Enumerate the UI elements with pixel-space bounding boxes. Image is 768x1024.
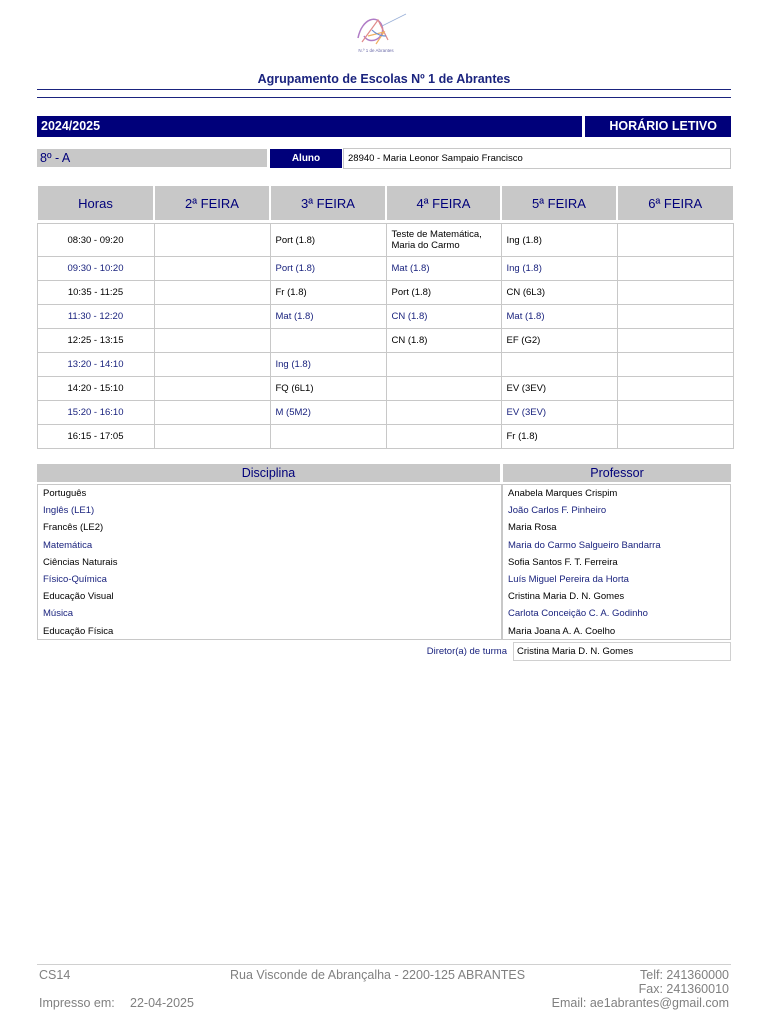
- teacher-item: Maria Joana A. A. Coelho: [508, 625, 616, 637]
- student-value: 28940 - Maria Leonor Sampaio Francisco: [343, 148, 731, 169]
- cell-monday: [154, 281, 270, 305]
- cell-monday: [154, 224, 270, 257]
- schedule-row: [37, 425, 733, 449]
- director-value: Cristina Maria D. N. Gomes: [513, 642, 731, 661]
- time-slot: 16:15 - 17:05: [37, 425, 154, 449]
- header-tuesday: 3ª FEIRA: [270, 186, 386, 221]
- cell-thursday: CN (6L3): [501, 281, 617, 305]
- teacher-item: Cristina Maria D. N. Gomes: [508, 591, 625, 603]
- footer-address: Rua Visconde de Abrançalha - 2200-125 ABRANTES: [230, 968, 526, 982]
- director-label: Diretor(a) de turma: [426, 646, 507, 657]
- cell-friday: [617, 353, 733, 377]
- cell-friday: [617, 401, 733, 425]
- time-slot: 12:25 - 13:15: [37, 329, 154, 353]
- header-hours: Horas: [37, 186, 154, 221]
- cell-monday: [154, 257, 270, 281]
- cell-monday: [154, 329, 270, 353]
- teacher-item: João Carlos F. Pinheiro: [508, 505, 607, 517]
- cell-monday: [154, 425, 270, 449]
- cell-friday: [617, 257, 733, 281]
- header-rule-top: [37, 89, 731, 90]
- cell-friday: [617, 224, 733, 257]
- schedule-row: [37, 377, 733, 401]
- discipline-item: Inglês (LE1): [43, 505, 95, 517]
- discipline-item: Português: [43, 488, 87, 499]
- discipline-item: Físico-Química: [43, 573, 107, 585]
- time-slot: 11:30 - 12:20: [37, 305, 154, 329]
- teacher-item: Anabela Marques Crispim: [508, 488, 618, 499]
- schedule-row: [37, 281, 733, 305]
- class-name: 8º - A: [37, 149, 267, 167]
- header-rule-bottom: [37, 97, 731, 98]
- school-logo: [348, 12, 412, 54]
- time-slot: 09:30 - 10:20: [37, 257, 154, 281]
- discipline-item: Matemática: [43, 539, 93, 551]
- teacher-item: Sofia Santos F. T. Ferreira: [508, 556, 618, 568]
- schedule-row: [37, 353, 733, 377]
- schedule-table: [36, 185, 734, 449]
- discipline-item: Educação Física: [43, 625, 114, 637]
- cell-monday: [154, 353, 270, 377]
- cell-friday: [617, 425, 733, 449]
- cell-tuesday: [270, 329, 386, 353]
- cell-tuesday: [270, 425, 386, 449]
- cell-friday: [617, 329, 733, 353]
- cell-monday: [154, 377, 270, 401]
- time-slot: 14:20 - 15:10: [37, 377, 154, 401]
- discipline-item: Educação Visual: [43, 591, 114, 603]
- cell-tuesday: Ing (1.8): [270, 353, 386, 377]
- discipline-list: [37, 484, 502, 640]
- cell-wednesday: Port (1.8): [386, 281, 501, 305]
- time-slot: 13:20 - 14:10: [37, 353, 154, 377]
- cell-wednesday: CN (1.8): [386, 329, 501, 353]
- cell-tuesday: Port (1.8): [270, 224, 386, 257]
- schedule-row: [37, 257, 733, 281]
- cell-tuesday: Port (1.8): [270, 257, 386, 281]
- schedule-row: [37, 224, 733, 257]
- header-friday: 6ª FEIRA: [617, 186, 733, 221]
- cell-wednesday: [386, 353, 501, 377]
- cell-thursday: Ing (1.8): [501, 224, 617, 257]
- header-wednesday: 4ª FEIRA: [386, 186, 501, 221]
- student-label: Aluno: [270, 149, 342, 168]
- school-title: Agrupamento de Escolas Nº 1 de Abrantes: [257, 72, 511, 86]
- cell-tuesday: Fr (1.8): [270, 281, 386, 305]
- schedule-row: [37, 305, 733, 329]
- cell-wednesday: Mat (1.8): [386, 257, 501, 281]
- discipline-item: Música: [43, 608, 74, 620]
- cell-wednesday: [386, 425, 501, 449]
- discipline-header: Disciplina: [37, 464, 500, 482]
- header-monday: 2ª FEIRA: [154, 186, 270, 221]
- cell-thursday: [501, 353, 617, 377]
- cell-thursday: EF (G2): [501, 329, 617, 353]
- cell-friday: [617, 377, 733, 401]
- cell-friday: [617, 281, 733, 305]
- schedule-row: [37, 329, 733, 353]
- schedule-type: HORÁRIO LETIVO: [585, 116, 731, 137]
- cell-tuesday: M (5M2): [270, 401, 386, 425]
- cell-wednesday: CN (1.8): [386, 305, 501, 329]
- logo-caption: N.º 1 de Abrantes: [358, 48, 394, 53]
- teacher-header: Professor: [503, 464, 731, 482]
- cell-thursday: Ing (1.8): [501, 257, 617, 281]
- cell-wednesday: [386, 377, 501, 401]
- cell-thursday: EV (3EV): [501, 401, 617, 425]
- cell-thursday: Fr (1.8): [501, 425, 617, 449]
- cell-thursday: EV (3EV): [501, 377, 617, 401]
- header-thursday: 5ª FEIRA: [501, 186, 617, 221]
- footer-printed-label: Impresso em:: [39, 996, 115, 1010]
- time-slot: 15:20 - 16:10: [37, 401, 154, 425]
- time-slot: 10:35 - 11:25: [37, 281, 154, 305]
- cell-tuesday: Mat (1.8): [270, 305, 386, 329]
- cell-friday: [617, 305, 733, 329]
- cell-thursday: Mat (1.8): [501, 305, 617, 329]
- teacher-item: Luís Miguel Pereira da Horta: [508, 573, 629, 585]
- footer-fax: Fax: 241360010: [638, 982, 729, 996]
- teacher-item: Maria Rosa: [508, 522, 557, 534]
- cell-wednesday: [386, 401, 501, 425]
- time-slot: 08:30 - 09:20: [37, 224, 154, 257]
- discipline-item: Ciências Naturais: [43, 556, 118, 568]
- footer-printed-date: 22-04-2025: [130, 996, 194, 1010]
- cell-tuesday: FQ (6L1): [270, 377, 386, 401]
- cell-monday: [154, 305, 270, 329]
- footer-telephone: Telf: 241360000: [640, 968, 729, 982]
- footer-email: Email: ae1abrantes@gmail.com: [551, 996, 729, 1010]
- discipline-item: Francês (LE2): [43, 522, 104, 534]
- cell-monday: [154, 401, 270, 425]
- footer-rule: [37, 964, 731, 965]
- teacher-item: Carlota Conceição C. A. Godinho: [508, 608, 648, 620]
- footer-code: CS14: [39, 968, 71, 982]
- schedule-row: [37, 401, 733, 425]
- teacher-list: [502, 484, 731, 640]
- cell-wednesday: Teste de Matemática, Maria do Carmo: [386, 224, 501, 257]
- teacher-item: Maria do Carmo Salgueiro Bandarra: [508, 539, 661, 551]
- school-year: 2024/2025: [37, 116, 582, 137]
